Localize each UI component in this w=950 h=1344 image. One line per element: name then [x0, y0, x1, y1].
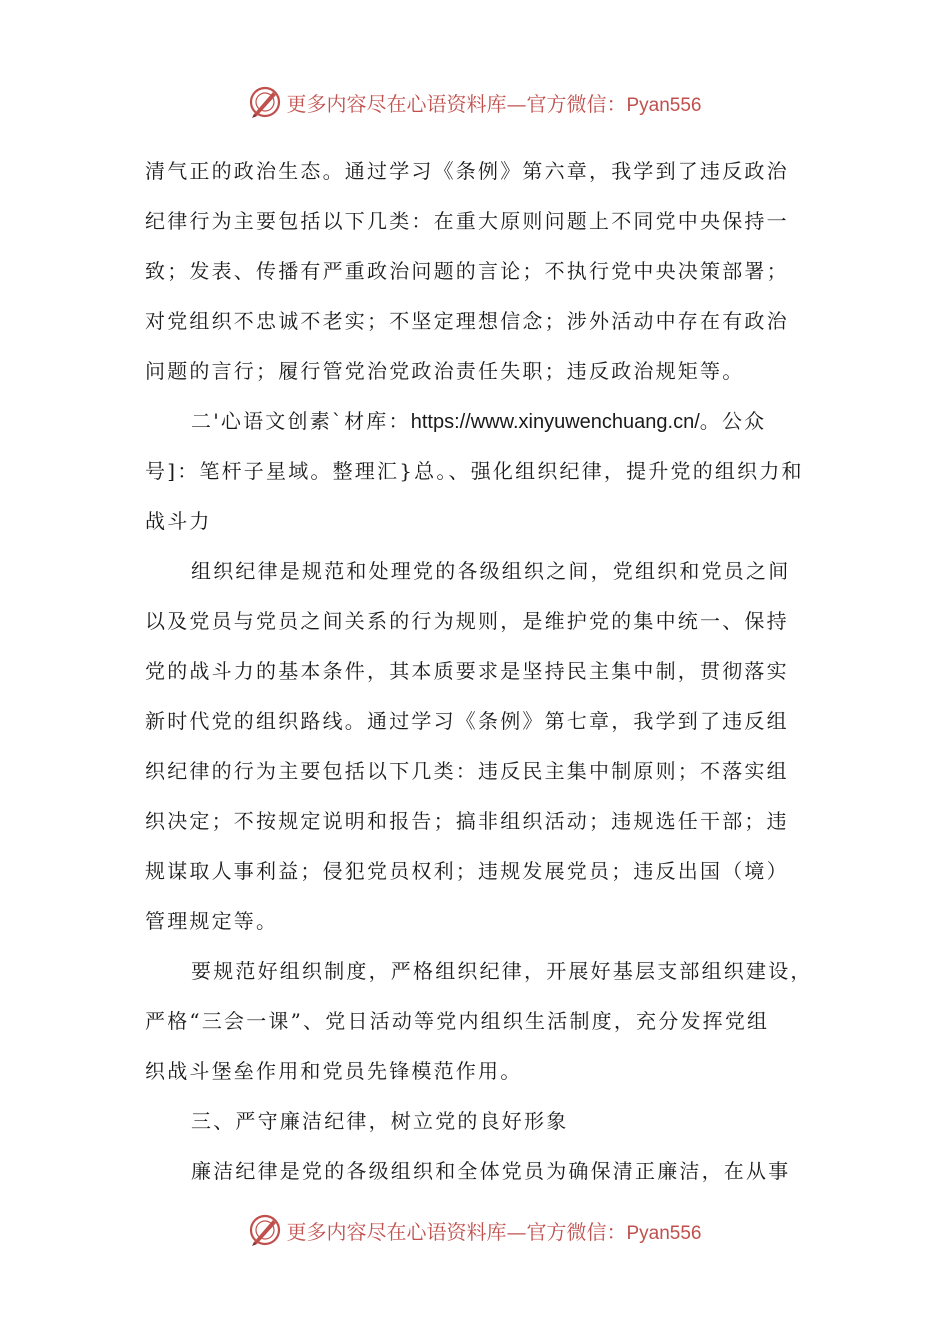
- pen-logo-icon: [248, 1213, 282, 1247]
- body-line: 对党组织不忠诚不老实；不坚定理想信念；涉外活动中存在有政治: [145, 309, 789, 333]
- footer-wechat-label: 官方微信：: [526, 1219, 627, 1244]
- footer-dash: —: [506, 1219, 527, 1244]
- body-line: 规谋取人事利益；侵犯党员权利；违规发展党员；违反出国（境）: [145, 859, 789, 883]
- body-line: 织纪律的行为主要包括以下几类：违反民主集中制原则；不落实组: [145, 759, 789, 783]
- body-line: 致；发表、传播有严重政治问题的言论；不执行党中央决策部署；: [145, 259, 789, 283]
- header-wechat-label: 官方微信：: [526, 91, 627, 116]
- body-line: 廉洁纪律是党的各级组织和全体党员为确保清正廉洁，在从事: [191, 1159, 791, 1183]
- body-line: 纪律行为主要包括以下几类：在重大原则问题上不同党中央保持一: [145, 209, 789, 233]
- pen-logo-icon: [248, 85, 282, 119]
- header-dash: —: [506, 91, 527, 116]
- footer-brand: 更多内容尽在心语资料库: [286, 1219, 507, 1244]
- body-line: 织战斗堡垒作用和党员先锋模范作用。: [145, 1059, 523, 1083]
- footer-banner-text: [286, 1216, 701, 1245]
- body-line: 新时代党的组织路线。通过学习《条例》第七章，我学到了违反组: [145, 709, 789, 733]
- body-line: 问题的言行；履行管党治党政治责任失职；违反政治规矩等。: [145, 359, 745, 383]
- source-prefix: 二'心语文创素`材库：: [191, 409, 411, 433]
- body-line: 管理规定等。: [145, 909, 279, 933]
- body-line: 组织纪律是规范和处理党的各级组织之间，党组织和党员之间: [191, 559, 791, 583]
- source-line: [145, 396, 810, 446]
- footer-banner: [0, 1208, 950, 1252]
- footer-wechat-id: Pyan556: [626, 1222, 702, 1244]
- section-heading: 三、严守廉洁纪律，树立党的良好形象: [191, 1109, 569, 1133]
- header-brand: 更多内容尽在心语资料库: [286, 91, 507, 116]
- body-line: 以及党员与党员之间关系的行为规则，是维护党的集中统一、保持: [145, 609, 789, 633]
- header-wechat-id: Pyan556: [626, 94, 702, 116]
- document-body: [145, 146, 813, 1196]
- body-line: 织决定；不按规定说明和报告；搞非组织活动；违规选任干部；违: [145, 809, 789, 833]
- body-line: 号]：笔杆子星域。整理汇}总。、强化组织纪律，提升党的组织力和: [145, 459, 804, 483]
- body-line: 战斗力: [145, 509, 212, 533]
- body-line: 要规范好组织制度，严格组织纪律，开展好基层支部组织建设，: [191, 959, 813, 983]
- body-line: 严格“三会一课”、党日活动等党内组织生活制度，充分发挥党组: [145, 1009, 770, 1033]
- header-banner-text: [286, 88, 701, 117]
- body-line: 清气正的政治生态。通过学习《条例》第六章，我学到了违反政治: [145, 159, 789, 183]
- header-banner: [0, 80, 950, 124]
- body-line: 党的战斗力的基本条件，其本质要求是坚持民主集中制，贯彻落实: [145, 659, 789, 683]
- source-suffix: 。公众: [699, 409, 767, 433]
- source-url-link[interactable]: https://www.xinyuwenchuang.cn/: [410, 411, 700, 433]
